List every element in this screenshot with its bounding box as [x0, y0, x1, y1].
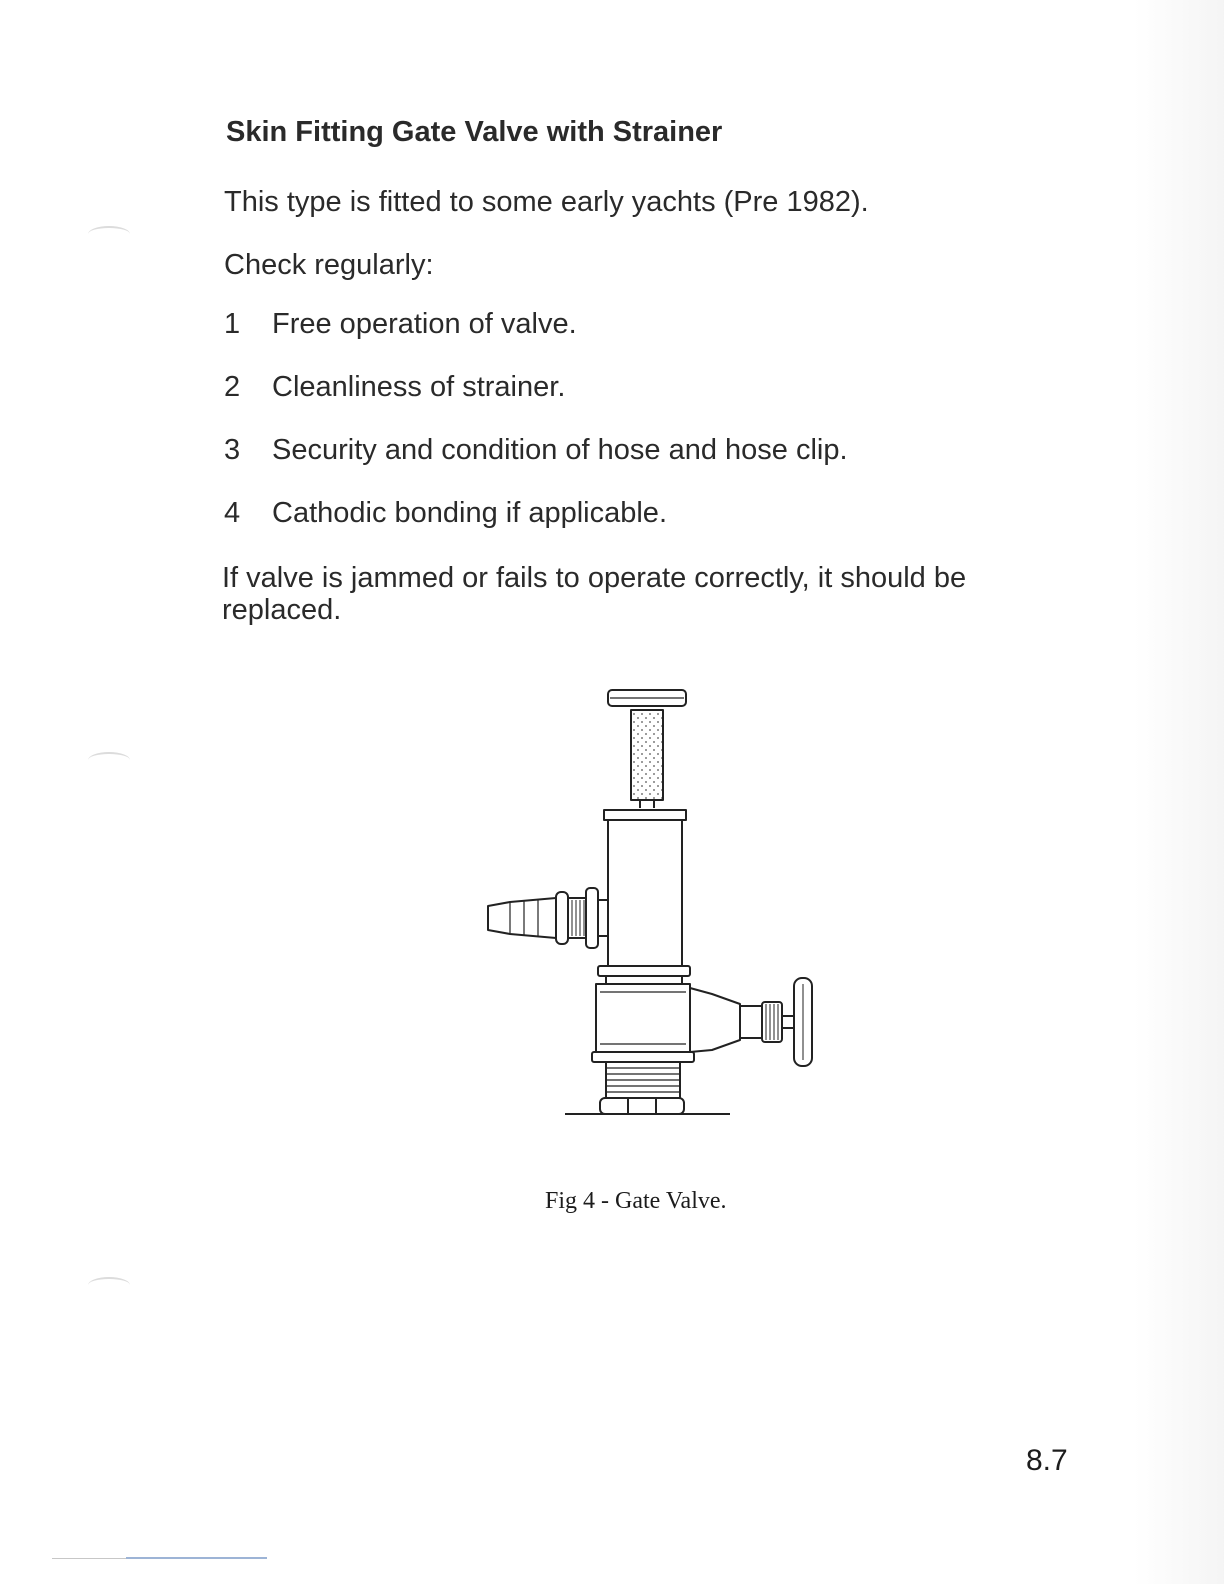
check-item-number: 1: [224, 308, 241, 340]
gate-valve-diagram: [470, 680, 850, 1130]
check-item-text: Security and condition of hose and hose clip.: [272, 434, 848, 466]
closing-paragraph: If valve is jammed or fails to operate correctly, it should be replaced.: [222, 562, 967, 626]
punch-hole-mark: [88, 226, 130, 242]
backing-nut: [600, 1098, 684, 1114]
page-edge-shadow: [1134, 0, 1224, 1584]
page-number: 8.7: [1026, 1444, 1068, 1477]
check-item-text: Cathodic bonding if applicable.: [272, 497, 667, 529]
strainer-element: [631, 710, 663, 808]
check-item-number: 4: [224, 497, 241, 529]
check-item: [224, 371, 848, 434]
hose-tail-inlet: [488, 888, 608, 948]
check-item: [224, 497, 848, 560]
skin-fitting-thread: [606, 1062, 680, 1098]
valve-handwheel: [794, 978, 812, 1066]
footer-rule-accent: [126, 1557, 267, 1559]
figure-caption: Fig 4 - Gate Valve.: [545, 1188, 727, 1214]
check-item-number: 3: [224, 434, 241, 466]
check-item: [224, 308, 848, 371]
check-item: [224, 434, 848, 497]
section-heading: Skin Fitting Gate Valve with Strainer: [226, 116, 723, 148]
valve-body-upper: [598, 810, 690, 984]
check-item-number: 2: [224, 371, 241, 403]
check-item-text: Cleanliness of strainer.: [272, 371, 566, 403]
check-item-text: Free operation of valve.: [272, 308, 577, 340]
punch-hole-mark: [88, 752, 130, 768]
check-label: Check regularly:: [224, 249, 434, 281]
punch-hole-mark: [88, 1277, 130, 1293]
intro-paragraph: This type is fitted to some early yachts (Pre 1982).: [224, 186, 869, 218]
valve-body-lower: [592, 984, 694, 1062]
gate-valve-bonnet: [690, 988, 794, 1052]
strainer-cap: [608, 690, 686, 706]
check-list: [224, 308, 848, 560]
